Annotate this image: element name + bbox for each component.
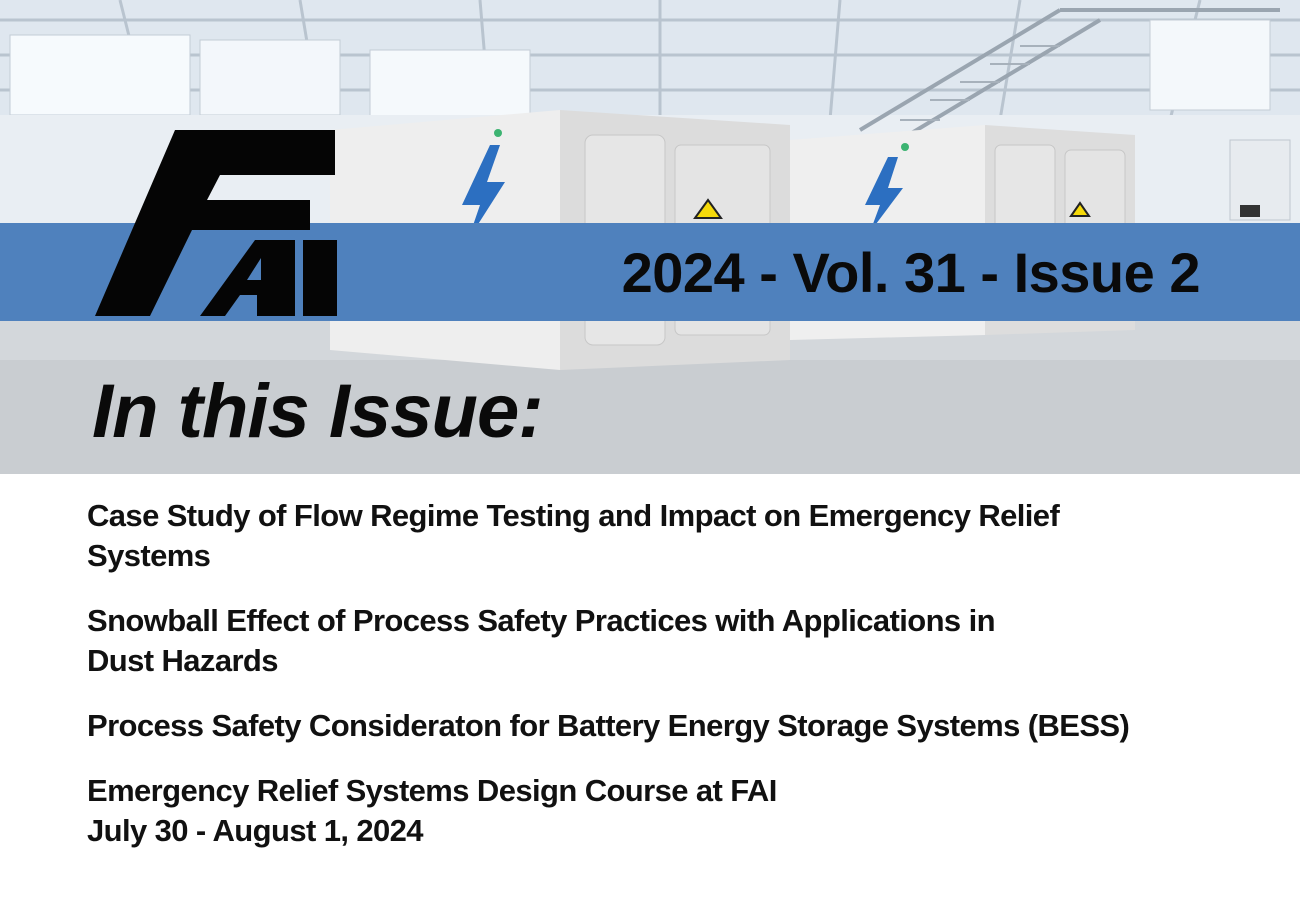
article-list [87, 496, 1267, 876]
article-title-line: Dust Hazards [87, 643, 278, 678]
article-item [87, 771, 1267, 851]
article-title-line: Emergency Relief Systems Design Course at FAI [87, 773, 777, 808]
article-item [87, 496, 1267, 576]
article-item [87, 601, 1267, 681]
section-title: In this Issue: [92, 369, 543, 454]
article-date-line: July 30 - August 1, 2024 [87, 813, 423, 848]
issue-volume-label: 2024 - Vol. 31 - Issue 2 [621, 241, 1200, 304]
fai-logo [95, 130, 340, 320]
article-title-line: Case Study of Flow Regime Testing and Impact on Emergency Relief [87, 498, 1060, 533]
article-item [87, 706, 1267, 746]
article-title-line: Process Safety Consideraton for Battery Energy Storage Systems (BESS) [87, 708, 1130, 743]
article-title-line: Snowball Effect of Process Safety Practices with Applications in [87, 603, 995, 638]
article-title-line: Systems [87, 538, 211, 573]
